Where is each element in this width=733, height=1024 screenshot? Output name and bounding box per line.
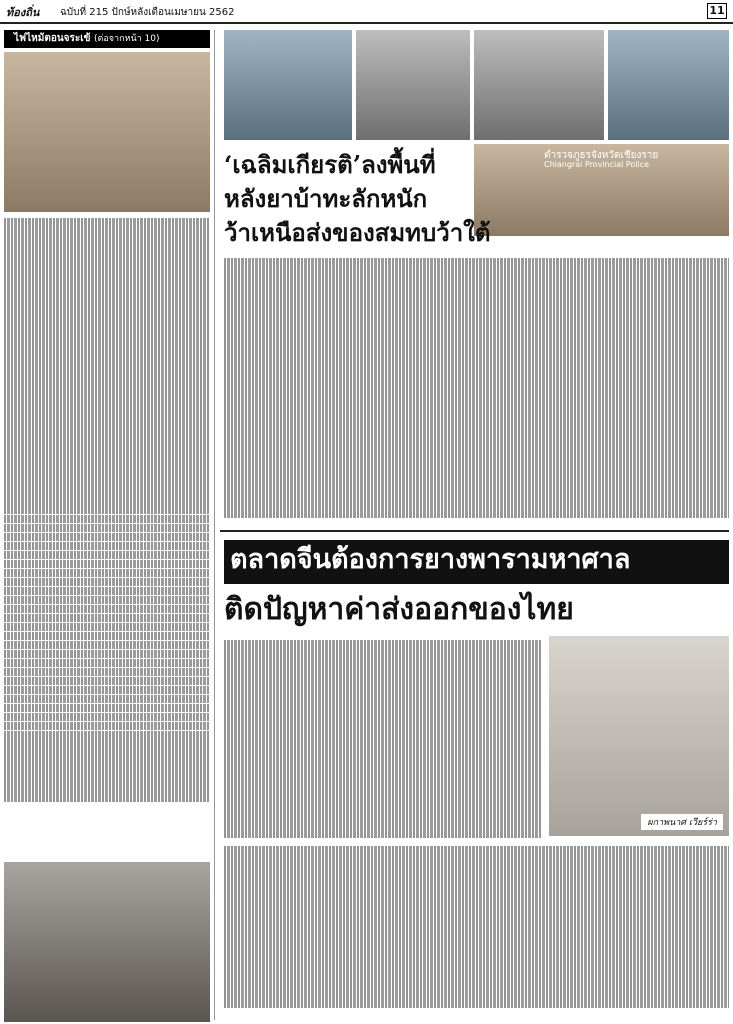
police-overlay-en: Chiangrai Provincial Police bbox=[544, 160, 650, 169]
officers-photo bbox=[356, 30, 470, 140]
publication-logo: ท้องถิ่น bbox=[6, 6, 40, 19]
ribbon-title: ไฟไหม้ตอนจระเข้ bbox=[14, 33, 91, 44]
press-photo bbox=[608, 30, 729, 140]
story1-headline-line2: หลังยาบ้าทะลักหนัก bbox=[224, 184, 428, 213]
portrait-photo bbox=[549, 636, 729, 836]
story1-headline bbox=[224, 148, 490, 250]
left-column bbox=[4, 30, 210, 1020]
story2-body-text-lower bbox=[224, 846, 729, 1016]
police-overlay-th: ตำรวจภูธรจังหวัดเชียงราย bbox=[544, 150, 659, 161]
section-ribbon bbox=[4, 30, 210, 48]
page-number: 11 bbox=[707, 3, 727, 19]
issue-line: ฉบับที่ 215 ปักษ์หลังเดือนเมษายน 2562 bbox=[60, 7, 235, 18]
page-header bbox=[0, 0, 733, 24]
story1-body-text bbox=[224, 258, 729, 518]
briefing-photo bbox=[474, 30, 604, 140]
story-divider bbox=[220, 530, 729, 532]
ribbon-subtitle: (ต่อจากหน้า 10) bbox=[94, 34, 160, 44]
portrait-caption: ผกาพนาศ เวียร์ร่า bbox=[641, 814, 723, 830]
market-building-photo bbox=[4, 862, 210, 1022]
market-fire-photo bbox=[4, 52, 210, 212]
story1-headline-line1: ‘เฉลิมเกียรติ’ลงพื้นที่ bbox=[224, 150, 436, 179]
story2-body-text-upper bbox=[224, 640, 542, 840]
story1-headline-line3: ว้าเหนือส่งของสมทบว้าใต้ bbox=[224, 218, 491, 247]
column-divider bbox=[214, 30, 215, 1020]
seized-drugs-photo bbox=[474, 144, 729, 236]
story2-subheadline: ติดปัญหาค่าส่งออกของไทย bbox=[224, 592, 574, 627]
left-body-text bbox=[4, 218, 210, 808]
police-van-photo bbox=[224, 30, 352, 140]
story2-headline-banner: ตลาดจีนต้องการยางพารามหาศาล bbox=[224, 540, 729, 584]
